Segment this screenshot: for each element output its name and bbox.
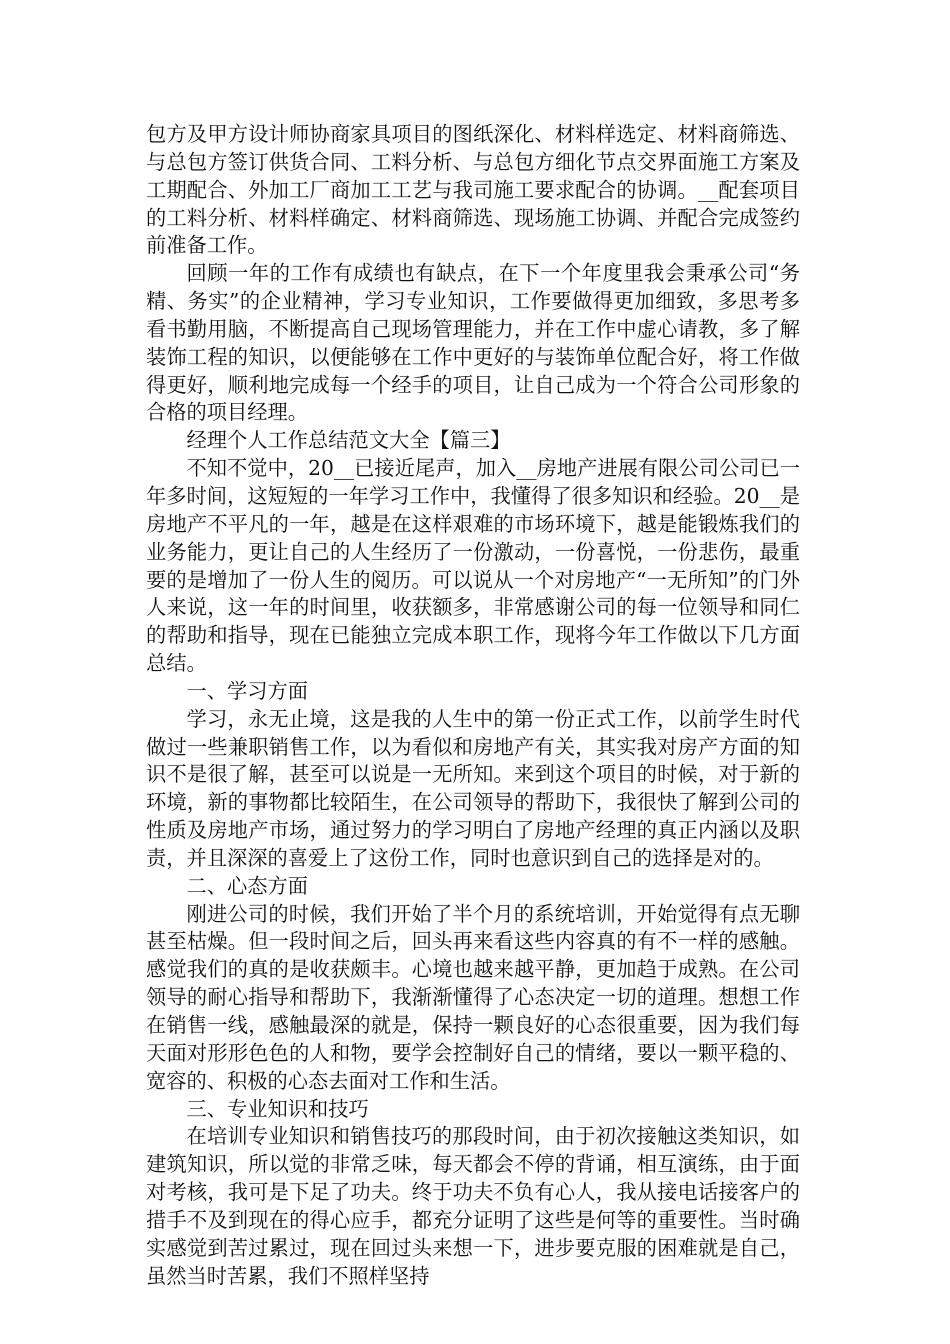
- paragraph-6: 在培训专业知识和销售技巧的那段时间，由于初次接触这类知识，如建筑知识，所以觉的非常乏味，每天都会不停的背诵，相互演练，由于面对考核，我可是下足了功夫。终于功夫不负有心人，我从接电话接客户的措手不及到现在的得心应手，都充分证明了这些是何等的重要性。当时确实感觉到苦过累过，现在回过头来想一下，进步要克服的困难就是自己，虽然当时苦累，我们不照样坚持: [146, 1124, 800, 1288]
- paragraph-2: 回顾一年的工作有成绩也有缺点，在下一个年度里我会秉承公司“务精、务实”的企业精神，学习专业知识，工作要做得更加细致，多思考多看书勤用脑，不断提高自己现场管理能力，并在工作中虚心请教，多了解装饰工程的知识，以便能够在工作中更好的与装饰单位配合好，将工作做得更好，顺利地完成每一个经手的项目，让自己成为一个符合公司形象的合格的项目经理。: [146, 261, 800, 425]
- paragraph-5: 刚进公司的时候，我们开始了半个月的系统培训，开始觉得有点无聊甚至枯燥。但一段时间之后，回头再来看这些内容真的有不一样的感触。感觉我们的真的是收获颇丰。心境也越来越平静，更加趋于成熟。在公司领导的耐心指导和帮助下，我渐渐懂得了心态决定一切的道理。想想工作在销售一线，感触最深的就是，保持一颗良好的心态很重要，因为我们每天面对形形色色的人和物，要学会控制好自己的情绪，要以一颗平稳的、宽容的、积极的心态去面对工作和生活。: [146, 901, 800, 1093]
- heading-learning: 一、学习方面: [186, 678, 309, 703]
- paragraph-1: 包方及甲方设计师协商家具项目的图纸深化、材料样选定、材料商筛选、与总包方签订供货合同、工料分析、与总包方细化节点交界面施工方案及工期配合、外加工厂商加工工艺与我司施工要求配合的协调。__配套项目的工料分析、材料样确定、材料商筛选、现场施工协调、并配合完成签约前准备工作。: [146, 122, 800, 258]
- heading-skills: 三、专业知识和技巧: [186, 1096, 369, 1121]
- document-body: [146, 121, 800, 1290]
- section-title-part-three: 经理个人工作总结范文大全【篇三】: [186, 428, 511, 453]
- paragraph-4: 学习，永无止境，这是我的人生中的第一份正式工作，以前学生时代做过一些兼职销售工作，以为看似和房地产有关，其实我对房产方面的知识不是很了解，甚至可以说是一无所知。来到这个项目的时候，对于新的环境，新的事物都比较陌生，在公司领导的帮助下，我很快了解到公司的性质及房地产市场，通过努力的学习明白了房地产经理的真正内涵以及职责，并且深深的喜爱上了这份工作，同时也意识到自己的选择是对的。: [146, 706, 800, 870]
- paragraph-3: 不知不觉中，20__已接近尾声，加入__房地产进展有限公司公司已一年多时间，这短短的一年学习工作中，我懂得了很多知识和经验。20__是房地产不平凡的一年，越是在这样艰难的市场环境下，越是能锻炼我们的业务能力，更让自己的人生经历了一份激动，一份喜悦，一份悲伤，最重要的是增加了一份人生的阅历。可以说从一个对房地产“一无所知”的门外人来说，这一年的时间里，收获额多，非常感谢公司的每一位领导和同仁的帮助和指导，现在已能独立完成本职工作，现将今年工作做以下几方面总结。: [146, 456, 800, 676]
- heading-mindset: 二、心态方面: [186, 873, 309, 898]
